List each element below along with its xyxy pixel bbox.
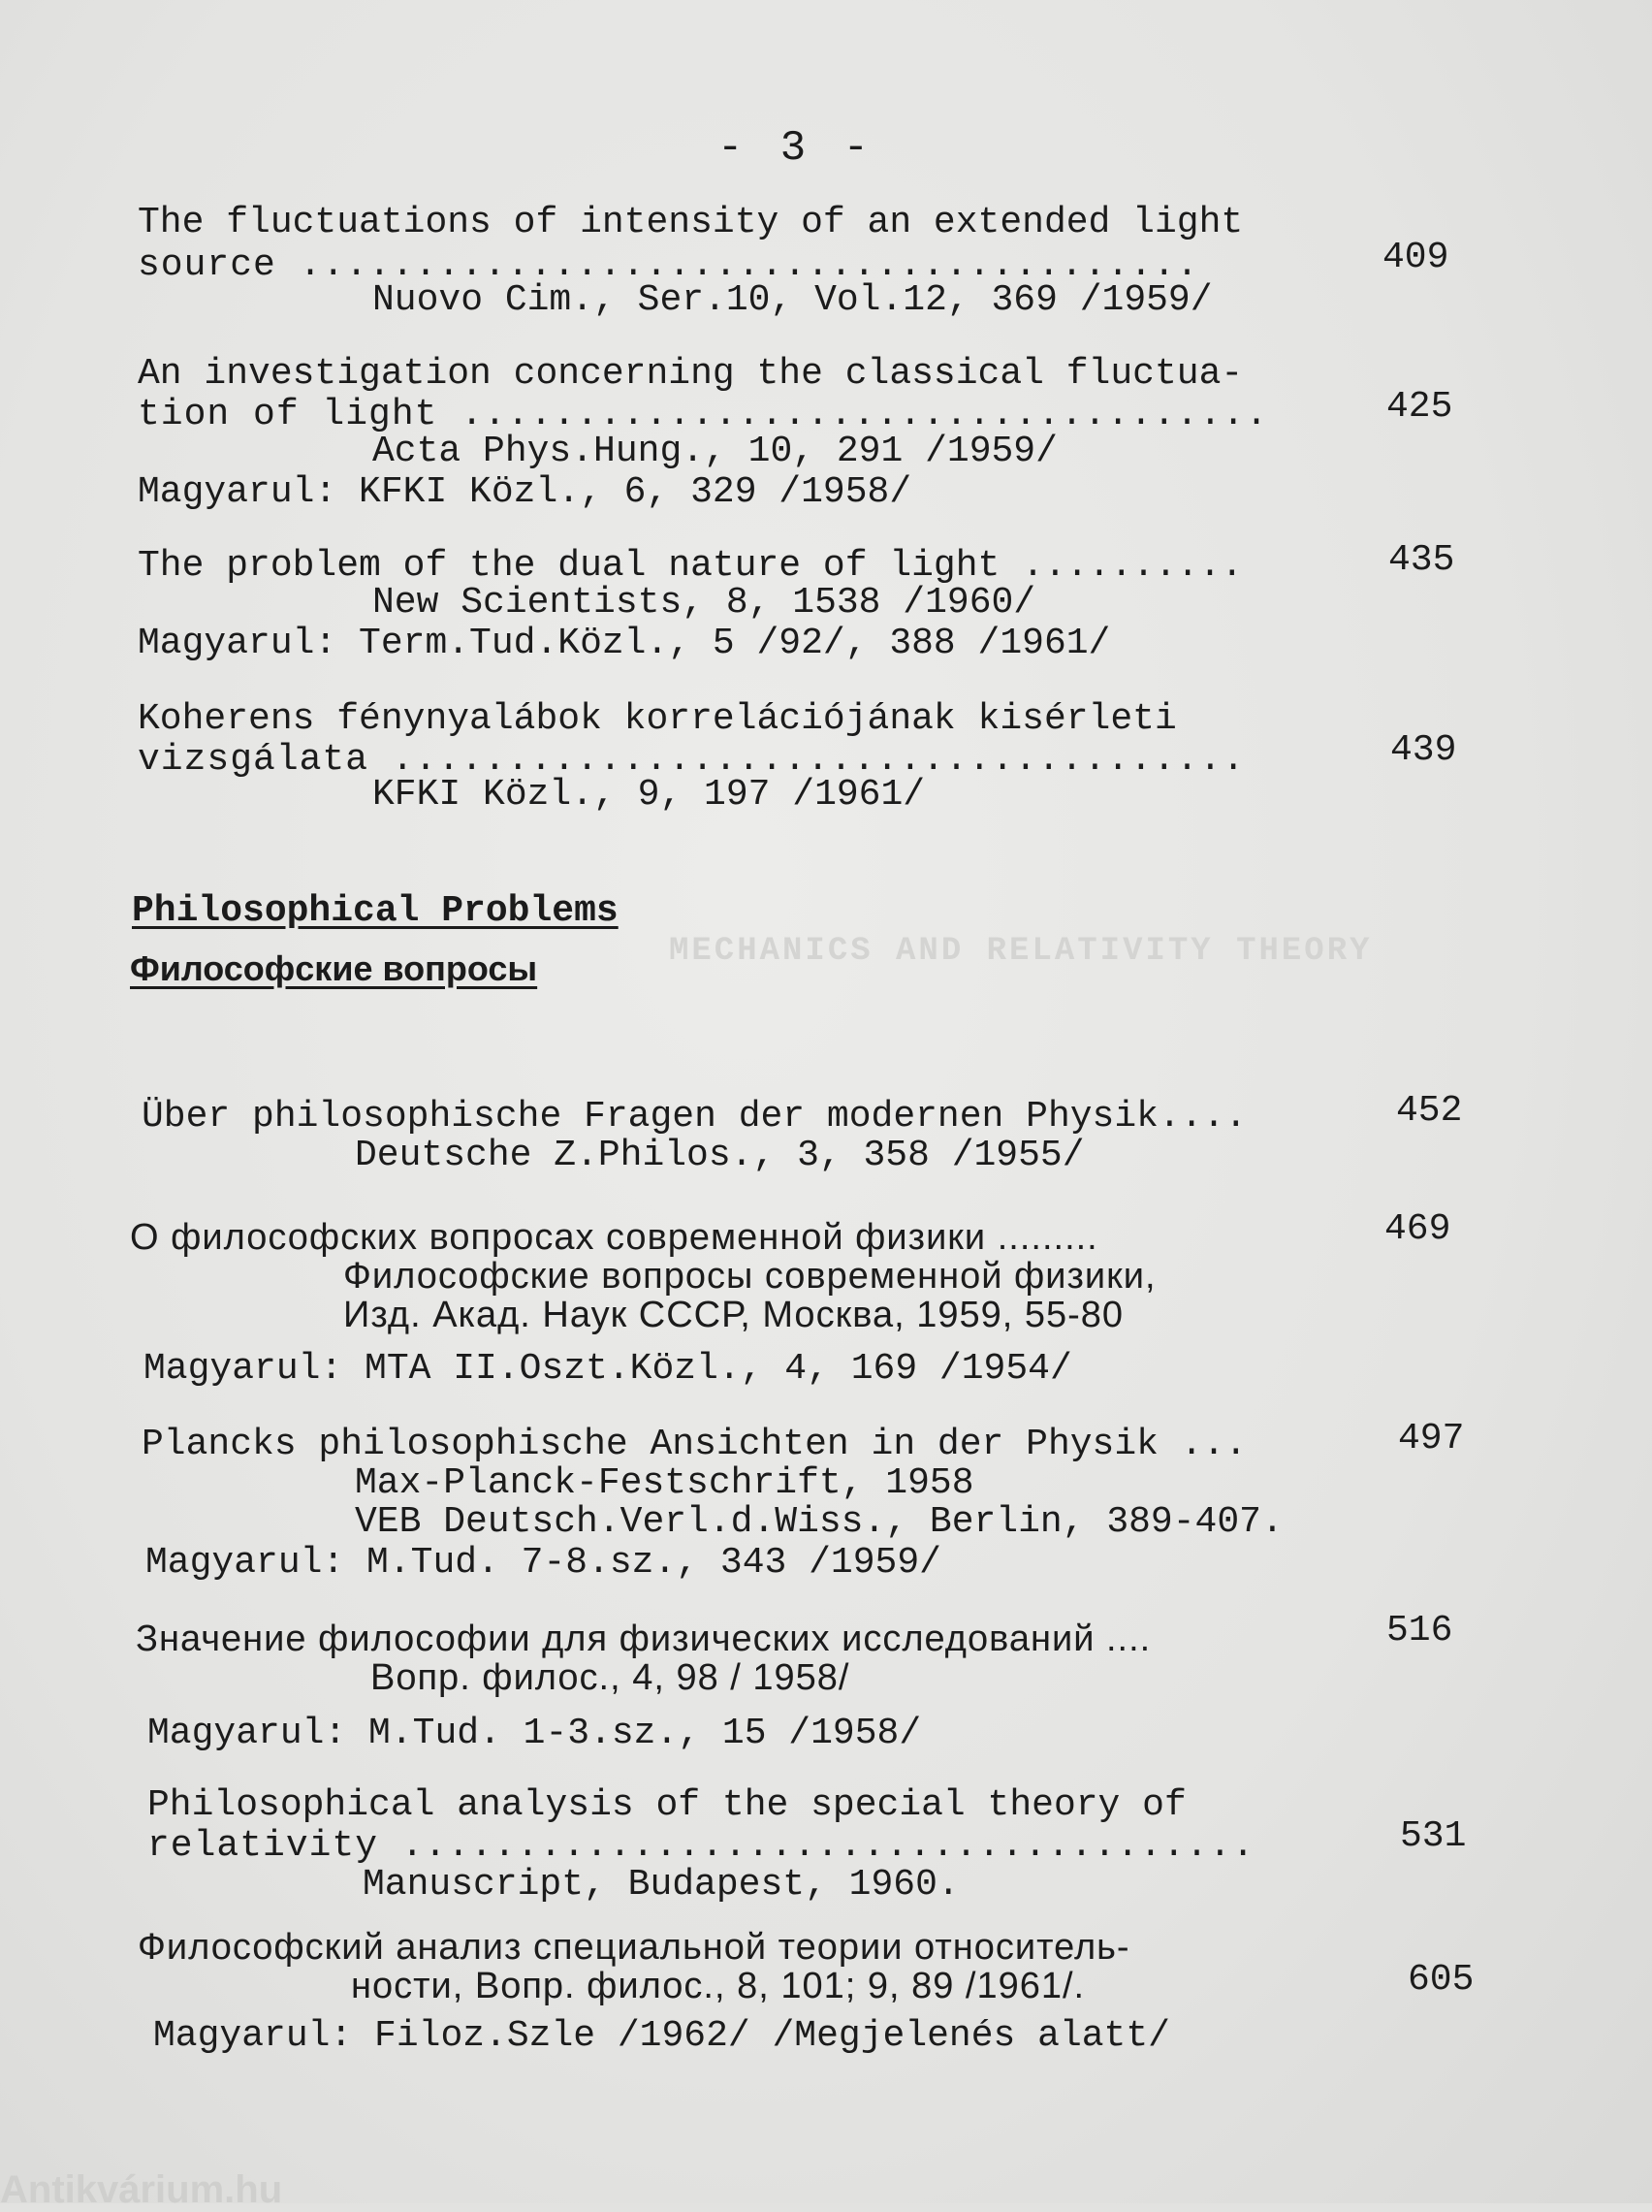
entry-title-line: An investigation concerning the classical fluctua- [138, 353, 1244, 395]
entry-title-line: The fluctuations of intensity of an extended light [138, 202, 1244, 243]
entry-reference: Nuovo Cim., Ser.10, Vol.12, 369 /1959/ [372, 279, 1213, 321]
entry-magyarul: Magyarul: M.Tud. 7-8.sz., 343 /1959/ [145, 1542, 941, 1584]
entry-title-line: О философских вопросах современной физики ......... [130, 1217, 1098, 1258]
entry-reference: KFKI Közl., 9, 197 /1961/ [372, 774, 926, 816]
entry-title-line: Философский анализ специальной теории относитель- [138, 1927, 1130, 1968]
entry-reference: Max-Planck-Festschrift, 1958 [355, 1462, 974, 1504]
entry-reference: VEB Deutsch.Verl.d.Wiss., Berlin, 389-407. [355, 1501, 1284, 1543]
entry-title-line: Philosophical analysis of the special theory of [147, 1784, 1187, 1826]
entry-page-number: 409 [1382, 237, 1449, 278]
entry-reference: Изд. Акад. Наук СССР, Москва, 1959, 55-80 [343, 1295, 1125, 1335]
entry-page-number: 435 [1388, 539, 1455, 581]
entry-title-line: Значение философии для физических исследований .... [136, 1619, 1152, 1659]
entry-magyarul: Magyarul: M.Tud. 1-3.sz., 15 /1958/ [147, 1713, 922, 1754]
entry-page-number: 452 [1396, 1090, 1463, 1132]
entry-reference: New Scientists, 8, 1538 /1960/ [372, 582, 1036, 624]
entry-title-line: Über philosophische Fragen der modernen Physik.... [142, 1096, 1248, 1138]
entry-magyarul: Magyarul: Filoz.Szle /1962/ /Megjelenés alatt/ [153, 2015, 1170, 2057]
entry-reference: Вопр. филос., 4, 98 / 1958/ [370, 1657, 850, 1698]
entry-page-number: 531 [1400, 1815, 1467, 1857]
bleed-through-text: MECHANICS AND RELATIVITY THEORY [669, 933, 1373, 970]
entry-page-number: 469 [1384, 1208, 1451, 1250]
entry-magyarul: Magyarul: KFKI Közl., 6, 329 /1958/ [138, 471, 912, 513]
entry-page-number: 439 [1390, 729, 1457, 771]
entry-magyarul: Magyarul: MTA II.Oszt.Közl., 4, 169 /1954/ [143, 1348, 1072, 1390]
entry-title-line: tion of light ................................... [138, 394, 1269, 435]
entry-page-number: 605 [1408, 1959, 1475, 2001]
section-heading-russian: Философские вопросы [130, 948, 538, 988]
watermark: Antikvárium.hu [0, 2168, 283, 2211]
entry-title-line: Plancks philosophische Ansichten in der Physik ... [142, 1424, 1248, 1465]
entry-title-line: The problem of the dual nature of light .......... [138, 545, 1244, 587]
entry-title-line: vizsgálata ..................................... [138, 739, 1246, 781]
entry-title-line: source ....................................... [138, 244, 1199, 286]
entry-reference: ности, Вопр. филос., 8, 101; 9, 89 /1961/. [351, 1966, 1086, 2006]
entry-page-number: 516 [1386, 1610, 1453, 1651]
page-number: - 3 - [717, 124, 875, 173]
entry-page-number: 425 [1386, 386, 1453, 428]
entry-title-line: Koherens fénynyalábok korrelációjának kisérleti [138, 698, 1177, 740]
entry-reference: Deutsche Z.Philos., 3, 358 /1955/ [355, 1135, 1085, 1176]
entry-reference: Manuscript, Budapest, 1960. [363, 1864, 960, 1906]
entry-reference: Философские вопросы современной физики, [343, 1256, 1157, 1297]
entry-page-number: 497 [1398, 1418, 1465, 1459]
entry-magyarul: Magyarul: Term.Tud.Közl., 5 /92/, 388 /1961/ [138, 623, 1111, 664]
entry-reference: Acta Phys.Hung., 10, 291 /1959/ [372, 431, 1058, 472]
section-heading-english: Philosophical Problems [132, 890, 619, 932]
entry-title-line: relativity ..................................... [147, 1825, 1255, 1867]
